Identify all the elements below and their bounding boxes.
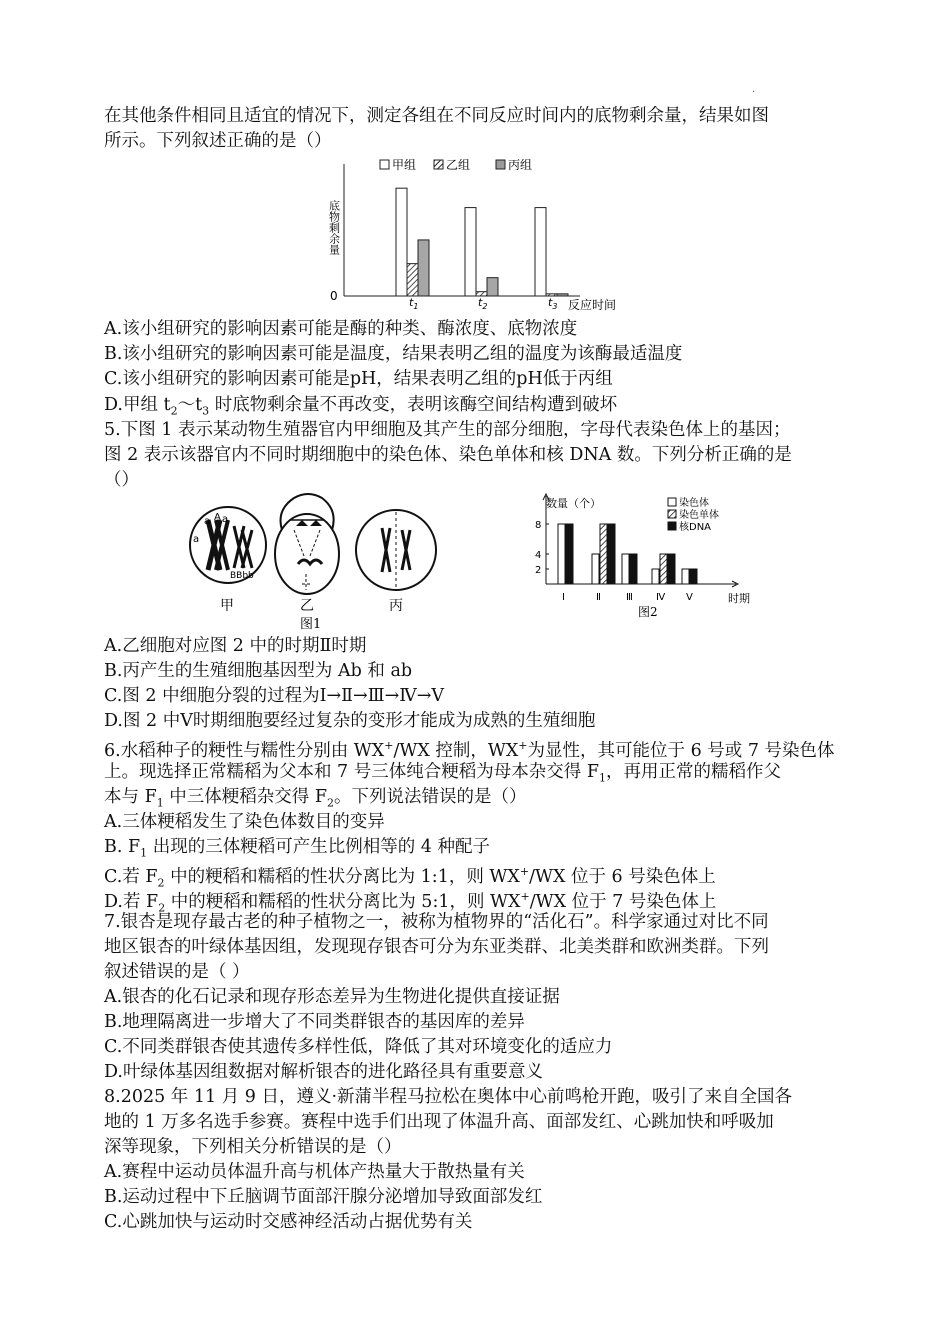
fig2-y-tick-8: 8 xyxy=(535,520,542,531)
q6-c-sub: 2 xyxy=(157,876,165,890)
gene-label-3: a xyxy=(222,514,229,525)
q5-option-c: C.图 2 中细胞分裂的过程为Ⅰ→Ⅱ→Ⅲ→Ⅳ→Ⅴ xyxy=(104,686,445,706)
q6-s3a: 本与 F xyxy=(104,787,157,807)
cell-bing xyxy=(356,510,436,590)
q6-s1a: 6.水稻种子的粳性与糯性分别由 WX xyxy=(104,740,385,761)
cell-label-jia: 甲 xyxy=(220,598,234,614)
q7-option-a: A.银杏的化石记录和现存形态差异为生物进化提供直接证据 xyxy=(104,987,560,1007)
q6-s3c: 。下列说法错误的是（） xyxy=(334,787,527,807)
intro-line-1: 在其他条件相同且适宜的情况下，测定各组在不同反应时间内的底物剩余量，结果如图 xyxy=(104,106,769,126)
cell-yi xyxy=(275,494,339,594)
legend-label-jia: 甲组 xyxy=(392,158,417,172)
fig2-bar-Ⅰ-染色体 xyxy=(558,524,565,584)
fig2-bar-group xyxy=(558,524,697,584)
fig2-bar-Ⅱ-染色体 xyxy=(592,554,599,584)
q6-s3b: 中三体粳稻杂交得 F xyxy=(163,787,327,807)
fig2-y-tick-2: 2 xyxy=(535,565,542,576)
corner-mark: . xyxy=(752,84,756,95)
q6-s2-sub: 1 xyxy=(598,771,606,785)
fig2-bar-Ⅳ-核DNA xyxy=(668,554,675,584)
q5-option-b: B.丙产生的生殖细胞基因型为 Ab 和 ab xyxy=(104,661,413,681)
x-tick-label-t3: $t_3$ xyxy=(548,296,558,311)
q6-d-sub: 2 xyxy=(158,901,166,915)
bar-t3-丙组 xyxy=(557,294,568,296)
q6-s1c: 为显性，其可能位于 6 号或 7 号染色体 xyxy=(527,740,835,761)
q5-stem-1: 5.下图 1 表示某动物生殖器官内甲细胞及其产生的部分细胞，字母代表染色体上的基因； xyxy=(104,420,791,440)
q4-d-prefix: D.甲组 t xyxy=(104,395,171,415)
fig2-bar-Ⅴ-染色体 xyxy=(682,569,689,584)
figure2-caption: 图2 xyxy=(638,605,658,619)
fig2-y-label: 数量（个） xyxy=(546,497,601,510)
x-axis-label: 反应时间 xyxy=(568,298,617,312)
q6-c-a: C.若 F xyxy=(104,866,158,887)
origin-label: 0 xyxy=(330,289,338,303)
q7-option-d: D.叶绿体基因组数据对解析银杏的进化路径具有重要意义 xyxy=(104,1062,543,1082)
fig2-x-ticks xyxy=(562,592,693,603)
q6-c-b: 中的粳稻和糯稻的性状分离比为 1:1，则 WX xyxy=(164,866,520,887)
q4-d-mid: ～t xyxy=(177,395,203,415)
q6-d-a: D.若 F xyxy=(104,891,159,912)
legend-label-yi: 乙组 xyxy=(446,158,471,172)
fig2-x-tick-4: Ⅳ xyxy=(656,592,666,603)
q8-option-c: C.心跳加快与运动时交感神经活动占据优势有关 xyxy=(104,1212,473,1232)
q6-c-c: /WX 位于 6 号染色体上 xyxy=(529,866,716,887)
q8-stem-2: 地的 1 万多名选手参赛。赛程中选手们出现了体温升高、面部发红、心跳加快和呼吸加 xyxy=(104,1112,774,1132)
q6-sup2: + xyxy=(518,739,528,752)
x-tick-label-t1: $t_1$ xyxy=(409,296,419,311)
q4-d-sub1: 2 xyxy=(170,404,178,418)
figure1-caption: 图1 xyxy=(300,617,322,630)
fig2-x-label: 时期 xyxy=(728,592,750,605)
bar-t1-丙组 xyxy=(418,240,429,296)
fig2-y-ticks xyxy=(535,520,549,576)
fig2-x-tick-5: Ⅴ xyxy=(686,592,693,603)
q8-option-a: A.赛程中运动员体温升高与机体产热量大于散热量有关 xyxy=(104,1162,525,1182)
cell-label-yi: 乙 xyxy=(300,598,314,614)
q7-option-b: B.地理隔离进一步增大了不同类群银杏的基因库的差异 xyxy=(104,1012,525,1032)
q8-stem-1: 8.2025 年 11 月 9 日，遵义·新蒲半程马拉松在奥体中心前鸣枪开跑，吸引了来自全国各 xyxy=(104,1087,793,1107)
fig2-bar-Ⅰ-核DNA xyxy=(566,524,573,584)
q7-stem-3: 叙述错误的是（ ） xyxy=(104,962,250,982)
substrate-bar-chart xyxy=(318,152,638,314)
fig2-bar-Ⅴ-核DNA xyxy=(690,569,697,584)
q6-option-a: A.三体粳稻发生了染色体数目的变异 xyxy=(104,812,385,832)
q4-option-c: C.该小组研究的影响因素可能是pH，结果表明乙组的pH低于丙组 xyxy=(104,369,613,389)
fig2-x-tick-3: Ⅲ xyxy=(626,592,633,603)
legend-label-bing: 丙组 xyxy=(508,158,533,172)
q6-d-sup: + xyxy=(520,890,530,903)
chart-legend xyxy=(380,158,532,172)
q6-s2b: ，再用正常的糯稻作父 xyxy=(605,762,781,782)
q4-option-a: A.该小组研究的影响因素可能是酶的种类、酶浓度、底物浓度 xyxy=(104,319,578,339)
fig2-legend-swatch-2 xyxy=(668,522,676,530)
q4-d-sub2: 3 xyxy=(202,404,210,418)
q5-stem-3: （） xyxy=(104,470,139,490)
q5-stem-2: 图 2 表示该器官内不同时期细胞中的染色体、染色单体和核 DNA 数。下列分析正确的是 xyxy=(104,445,792,465)
fig2-bar-Ⅲ-核DNA xyxy=(630,554,637,584)
legend-swatch-yi xyxy=(434,160,443,169)
bar-t1-乙组 xyxy=(407,264,418,296)
fig2-x-tick-2: Ⅱ xyxy=(596,592,601,603)
figure1-cells xyxy=(186,490,448,630)
q4-option-b: B.该小组研究的影响因素可能是温度，结果表明乙组的温度为该酶最适温度 xyxy=(104,344,683,364)
fig2-legend-label-0: 染色体 xyxy=(679,498,709,509)
legend-swatch-bing xyxy=(496,160,505,169)
fig2-bar-Ⅲ-染色体 xyxy=(622,554,629,584)
q8-option-b: B.运动过程中下丘脑调节面部汗腺分泌增加导致面部发红 xyxy=(104,1187,543,1207)
gene-label-2: a xyxy=(204,516,211,527)
q6-d-b: 中的粳稻和糯稻的性状分离比为 5:1，则 WX xyxy=(165,891,521,912)
q5-option-d: D.图 2 中Ⅴ时期细胞要经过复杂的变形才能成为成熟的生殖细胞 xyxy=(104,711,596,731)
fig2-y-tick-4: 4 xyxy=(535,550,542,561)
q6-d-c: /WX 位于 7 号染色体上 xyxy=(529,891,717,912)
q6-b-a: B. F xyxy=(104,837,141,857)
bar-t2-丙组 xyxy=(487,278,498,296)
fig2-bar-Ⅳ-染色单体 xyxy=(660,554,667,584)
q5-option-a: A.乙细胞对应图 2 中的时期Ⅱ时期 xyxy=(104,636,367,656)
x-tick-label-t2: $t_2$ xyxy=(478,296,488,311)
q6-s3-sub2: 2 xyxy=(327,796,334,810)
fig2-legend-label-1: 染色单体 xyxy=(679,510,719,521)
q7-stem-2: 地区银杏的叶绿体基因组，发现现存银杏可分为东亚类群、北美类群和欧洲类群。下列 xyxy=(104,937,769,957)
bar-t1-甲组 xyxy=(396,188,407,296)
y-axis-label: 底物剩余量 xyxy=(327,200,341,255)
fig2-legend xyxy=(668,496,719,533)
q7-option-c: C.不同类群银杏使其遗传多样性低，降低了其对环境变化的适应力 xyxy=(104,1037,613,1057)
cell-jia xyxy=(190,507,266,583)
fig2-bar-Ⅱ-核DNA xyxy=(608,524,615,584)
cell-label-bing: 丙 xyxy=(389,598,403,614)
q6-s2a: 上。现选择正常糯稻为父本和 7 号三体纯合粳稻为母本杂交得 F xyxy=(104,762,599,782)
q6-b-sub: 1 xyxy=(140,846,148,860)
gene-label-5: BBbb xyxy=(230,571,254,581)
q6-sup1: + xyxy=(384,739,394,752)
q6-s3-sub1: 1 xyxy=(156,796,164,810)
fig2-legend-label-2: 核DNA xyxy=(679,522,712,533)
fig2-legend-swatch-1 xyxy=(668,510,676,518)
bar-t3-甲组 xyxy=(535,208,546,296)
q4-d-suffix: 时底物剩余量不再改变，表明该酶空间结构遭到破坏 xyxy=(209,395,618,415)
q6-stem-1 xyxy=(104,734,835,763)
q7-stem-1: 7.银杏是现存最古老的种子植物之一，被称为植物界的“活化石”。科学家通过对比不同 xyxy=(104,912,769,932)
x-tick-group xyxy=(409,296,557,311)
intro-line-2: 所示。下列叙述正确的是（） xyxy=(104,131,332,151)
legend-swatch-jia xyxy=(380,160,389,169)
fig2-bar-Ⅱ-染色单体 xyxy=(600,524,607,584)
gene-label-4: a xyxy=(193,534,200,545)
q6-b-b: 出现的三体粳稻可产生比例相等的 4 种配子 xyxy=(147,837,490,857)
q8-stem-3: 深等现象，下列相关分析错误的是（） xyxy=(104,1137,402,1157)
bar-group xyxy=(396,188,568,296)
fig2-legend-swatch-0 xyxy=(668,498,676,506)
fig2-x-tick-1: Ⅰ xyxy=(562,592,565,603)
q6-s1b: /WX 控制，WX xyxy=(393,740,519,761)
q6-c-sup: + xyxy=(519,865,530,878)
fig2-bar-Ⅳ-染色体 xyxy=(652,569,659,584)
figure2-chart xyxy=(526,490,762,620)
bar-t2-甲组 xyxy=(465,208,476,296)
gene-label-1: A xyxy=(214,512,221,523)
